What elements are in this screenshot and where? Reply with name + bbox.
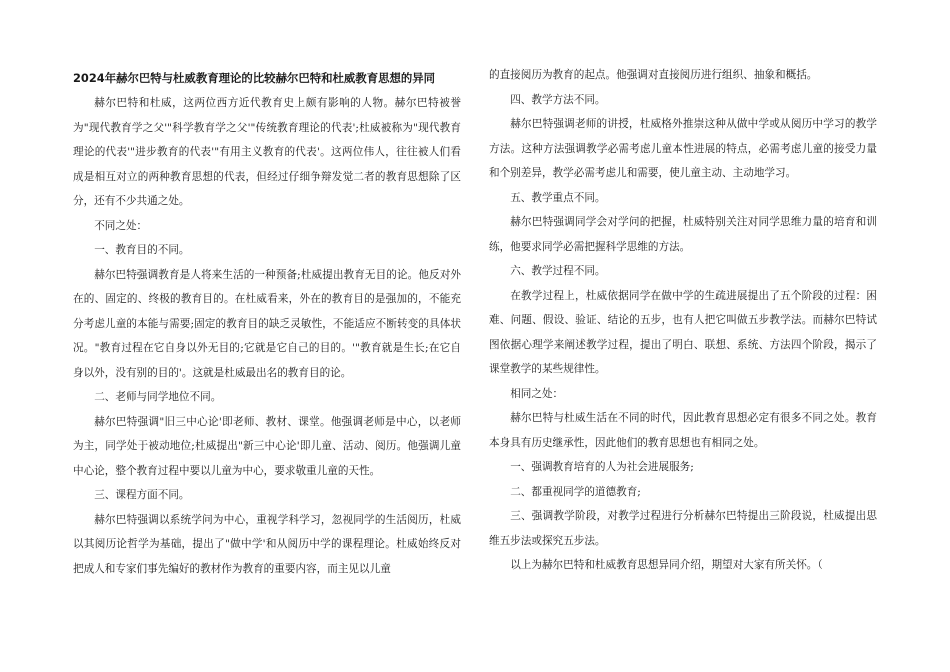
paragraph-difference-3: 赫尔巴特强调以系统学问为中心，重视学科学习，忽视同学的生活阅历，杜威以其阅历论哲学为基础，提出了"做中学'和从阅历中学的课程理论。杜威始终反对把成人和专家们事先编好的教材作为教育的重要内容，而主见以儿童: [73, 513, 461, 575]
document-title: 2024年赫尔巴特与杜威教育理论的比较赫尔巴特和杜威教育思想的异同: [73, 71, 436, 85]
paragraph-intro: 赫尔巴特和杜威，这两位西方近代教育史上颇有影响的人物。赫尔巴特被誉为"现代教育学之父'"科学教育学之父'"传统教育理论的代表';杜威被称为"现代教育理论的代表'"进步教育的代表'"有用主义教育的代表'。这两位伟人，往往被人们看成是相互对立的两种教育思想的代表，但经过仔细争辩发觉二者的教育思想除了区分，还有不少共通之处。: [73, 97, 461, 207]
heading-differences: 不同之处：: [94, 219, 148, 232]
heading-difference-4: 四、教学方法不同。: [510, 93, 606, 106]
similarity-2: 二、都重视同学的道德教育;: [510, 485, 641, 498]
paragraph-similarities: 赫尔巴特与杜威生活在不同的时代，因此教育思想必定有很多不同之处。教育本身具有历史继承性，因此他们的教育思想也有相同之处。: [489, 412, 877, 449]
heading-difference-5: 五、教学重点不同。: [510, 191, 606, 204]
left-column: [73, 66, 461, 581]
paragraph-conclusion: 以上为赫尔巴特和杜威教育思想异同介绍，期望对大家有所关怀。（: [510, 559, 823, 571]
paragraph-difference-3-continued: 的直接阅历为教育的起点。他强调对直接阅历进行组织、抽象和概括。: [489, 69, 818, 81]
right-column: [489, 63, 877, 578]
paragraph-difference-2: 赫尔巴特强调"旧三中心论'即老师、教材、课堂。他强调老师是中心，以老师为主，同学处于被动地位;杜威提出"新三中心论'即儿童、活动、阅历。他强调儿童中心论，整个教育过程中要以儿童为中心，要求敬重儿童的天性。: [73, 415, 461, 477]
heading-similarities: 相同之处：: [510, 387, 564, 400]
similarity-3: 三、强调教学阶段，对教学过程进行分析赫尔巴特提出三阶段说，杜威提出思维五步法或探究五步法。: [489, 510, 877, 547]
similarity-1: 一、强调教育培育的人为社会进展服务;: [510, 461, 694, 473]
paragraph-difference-6: 在教学过程上，杜威依据同学在做中学的生疏进展提出了五个阶段的过程：困难、问题、假设、验证、结论的五步，也有人把它叫做五步教学法。而赫尔巴特试图依据心理学来阐述教学过程，提出了明白、联想、系统、方法四个阶段，揭示了课堂教学的某些规律性。: [489, 289, 877, 375]
paragraph-difference-5: 赫尔巴特强调同学会对学问的把握，杜威特别关注对同学思维力量的培育和训练，他要求同学必需把握科学思维的方法。: [489, 216, 877, 253]
heading-difference-2: 二、老师与同学地位不同。: [94, 391, 222, 403]
heading-difference-6: 六、教学过程不同。: [510, 265, 606, 277]
heading-difference-3: 三、课程方面不同。: [94, 489, 190, 501]
paragraph-difference-4: 赫尔巴特强调老师的讲授，杜威格外推崇这种从做中学或从阅历中学习的教学方法。这种方法强调教学必需考虑儿童本性进展的特点，必需考虑儿童的接受力量和个别差异，教学必需考虑儿和需要，使儿童主动、主动地学习。: [489, 118, 877, 179]
paragraph-difference-1: 赫尔巴特强调教育是人将来生活的一种预备;杜威提出教育无目的论。他反对外在的、固定的、终极的教育目的。在杜威看来，外在的教育目的是强加的，不能充分考虑儿童的本能与需要;固定的教育目的缺乏灵敏性，不能适应不断转变的具体状况。"教育过程在它自身以外无目的;它就是它自己的目的。'"教育就是生长;在它自身以外，没有别的目的'。这就是杜威最出名的教育目的论。: [73, 268, 461, 379]
heading-difference-1: 一、教育目的不同。: [94, 244, 190, 256]
